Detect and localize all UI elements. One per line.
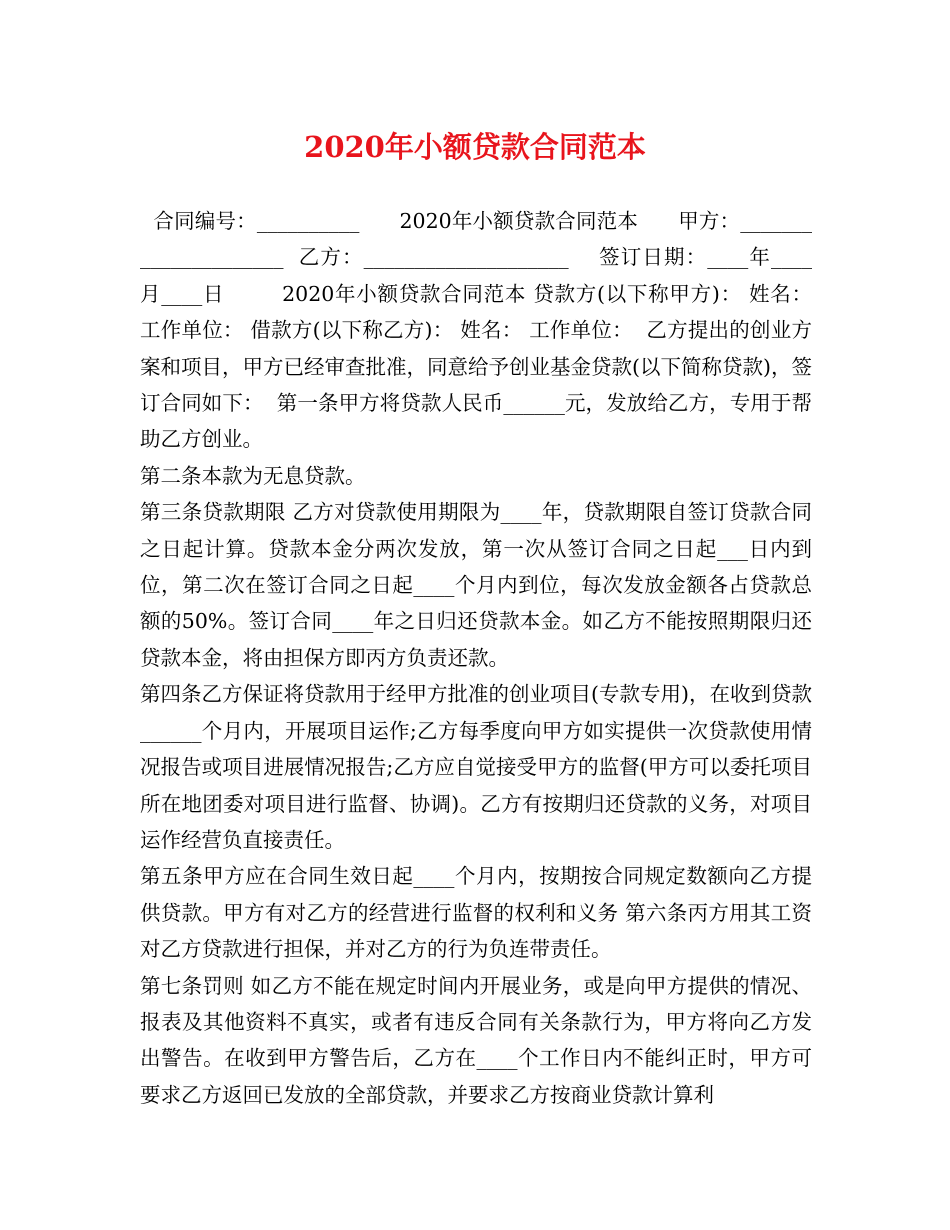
document-title: 2020年小额贷款合同范本 [304,130,646,164]
paragraph-article-7: 第七条罚则 如乙方不能在规定时间内开展业务，或是向甲方提供的情况、报表及其他资料不真实，或者有违反合同有关条款行为，甲方将向乙方发出警告。在收到甲方警告后，乙方在____个工作日内不能纠正时，甲方可要求乙方返回已发放的全部贷款，并要求乙方按商业贷款计算利 [140,973,812,1107]
paragraph-header-and-article-1: 合同编号：__________ 2020年小额贷款合同范本 甲方：_____________________ 乙方：____________________ 签订日期：____年____月____日 2020年小额贷款合同范本 贷款方(以下称甲方)： 姓名： 工作单位： 借款方(以下称乙方)： 姓名： 工作单位： 乙方提出的创业方案和项目，甲方已经审查批准，同意给予创业基金贷款(以下简称贷款)，签订合同如下： 第一条甲方将贷款人民币______元，发放给乙方，专用于帮助乙方创业。 [140,209,819,452]
paragraph-article-5-6: 第五条甲方应在合同生效日起____个月内，按期按合同规定数额向乙方提供贷款。甲方有对乙方的经营进行监督的权利和义务 第六条丙方用其工资对乙方贷款进行担保，并对乙方的行为负连带责任。 [140,864,812,962]
paragraph-article-4: 第四条乙方保证将贷款用于经甲方批准的创业项目(专款专用)，在收到贷款______个月内，开展项目运作;乙方每季度向甲方如实提供一次贷款使用情况报告或项目进展情况报告;乙方应自觉接受甲方的监督(甲方可以委托项目所在地团委对项目进行监督、协调)。乙方有按期归还贷款的义务，对项目运作经营负直接责任。 [140,682,812,852]
paragraph-article-3: 第三条贷款期限 乙方对贷款使用期限为____年，贷款期限自签订贷款合同之日起计算。贷款本金分两次发放，第一次从签订合同之日起___日内到位，第二次在签订合同之日起____个月内到位，每次发放金额各占贷款总额的50%。签订合同____年之日归还贷款本金。如乙方不能按照期限归还贷款本金，将由担保方即丙方负责还款。 [140,500,812,670]
paragraph-article-2: 第二条本款为无息贷款。 [140,463,366,488]
document-body [140,203,819,1113]
